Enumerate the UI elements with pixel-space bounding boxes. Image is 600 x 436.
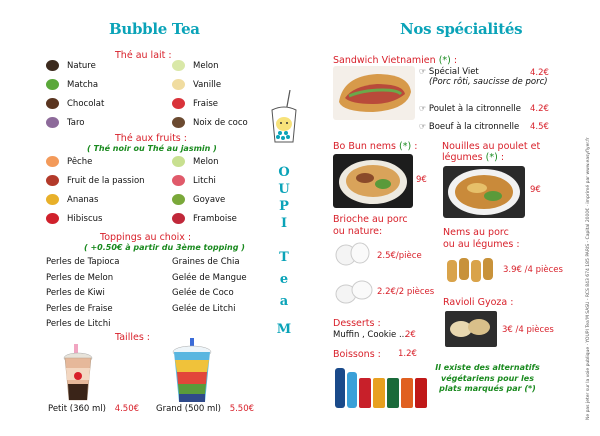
sandwich-item-3-price: 4.5€ [530,122,549,132]
passion-fruit-icon [46,175,59,186]
brand-letter-o: O [278,165,290,180]
sandwich-item-2: ☞ Poulet à la citronnelle [419,104,521,114]
list-item: Graines de Chia [172,257,240,267]
pointing-hand-icon: ☞ [419,122,427,131]
tailles-heading: Tailles : [115,332,150,343]
brioche-price-2: 2.2€/2 pièces [377,287,435,297]
small-size-price: 4.50€ [114,404,140,414]
list-item: Gelée de Mangue [172,272,247,283]
ravioli-price: 3€ /4 pièces [502,325,554,335]
list-item: Matcha [46,79,104,98]
small-cup-image [60,344,96,402]
bobun-image [333,154,413,208]
list-item: Chocolat [46,98,104,117]
list-item: Perles de Tapioca [46,257,120,267]
brand-letter-t: T [279,250,289,265]
list-item: Ananas [46,194,145,213]
brioche-image-1 [334,239,370,269]
brand-letter-e: e [279,272,289,287]
large-size-option [156,404,254,414]
boissons-price: 1.2€ [398,349,417,359]
list-item: Framboise [172,213,237,232]
guava-icon [172,194,185,205]
list-item: Litchi [172,175,237,194]
large-cup-image [170,338,214,404]
nems-image [443,254,499,284]
brand-letter-m: M [276,322,292,337]
lychee-icon [172,175,185,186]
brioche-price-1: 2.5€/pièce [377,251,422,261]
the-aux-fruits-subtitle: ( Thé noir ou Thé au jasmin ) [87,144,217,153]
brand-letter-u: U [278,182,290,197]
list-item: Fruit de la passion [46,175,145,194]
pineapple-icon [46,194,59,205]
taro-icon [46,117,59,128]
list-item: Pêche [46,156,145,175]
the-au-lait-col2 [172,60,248,136]
large-size-price: 5.50€ [229,404,255,414]
tea-leaves-icon [46,60,59,71]
toppings-heading: Toppings au choix : [100,232,192,243]
list-item: Gelée de Litchi [172,303,236,314]
list-item: Perles de Kiwi [46,288,105,298]
brioche-heading: Brioche au porc ou nature: [333,214,408,237]
list-item: Perles de Fraise [46,303,113,314]
bubble-tea-title: Bubble Tea [109,20,200,38]
list-item: Fraise [172,98,248,117]
sandwich-item-1-detail: (Porc rôti, saucisse de porc) [429,77,548,87]
list-item: Perles de Litchi [46,319,111,329]
legal-fine-print: Ne pas jeter sur la voie publique · YOUPI Tea'M SASU - RCS 843 674 185 PARIS - Capital 2000€ · imprimé par www.easyflyer.fr [586,137,591,420]
the-au-lait-heading: Thé au lait : [115,50,172,61]
bobun-heading: Bo Bun nems (*) : [333,141,418,152]
pointing-hand-icon: ☞ [419,67,427,76]
raspberry-icon [172,213,185,224]
the-aux-fruits-col2 [172,156,237,232]
nouilles-heading: Nouilles au poulet et légumes (*) : [442,141,541,163]
brand-logo [266,90,302,160]
brand-letter-p: P [279,199,289,214]
toppings-col1 [46,257,119,335]
list-item: Goyave [172,194,237,213]
chocolate-icon [46,98,59,109]
list-item: Gelée de Coco [172,288,234,298]
melon-icon [172,156,185,167]
the-aux-fruits-col1 [46,156,145,232]
nems-heading: Nems au porc ou au légumes : [443,227,520,250]
bobun-price: 9€ [416,175,427,185]
boissons-heading: Boissons : [333,349,381,360]
peach-icon [46,156,59,167]
nems-price: 3.9€ /4 pièces [503,265,563,275]
toppings-subtitle: ( +0.50€ à partir du 3ème topping ) [84,243,245,252]
specialites-title: Nos spécialités [400,20,523,38]
matcha-icon [46,79,59,90]
coconut-icon [172,117,185,128]
drinks-image [333,364,429,410]
melon-icon [172,60,185,71]
desserts-price: 2€ [405,330,416,340]
small-size-option [48,404,139,414]
desserts-heading: Desserts : [333,318,381,329]
hibiscus-icon [46,213,59,224]
sandwich-heading: Sandwich Vietnamien (*) : [333,55,458,66]
vanilla-icon [172,79,185,90]
brioche-image-2 [334,276,374,306]
toppings-col2 [172,257,247,319]
list-item: Taro [46,117,104,136]
strawberry-icon [172,98,185,109]
pointing-hand-icon: ☞ [419,104,427,113]
small-size-label: Petit (360 ml) [48,404,106,414]
large-size-label: Grand (500 ml) [156,404,221,414]
sandwich-item-1: ☞ Spécial Viet (Porc rôti, saucisse de porc) [419,67,548,87]
vegetarian-note: Il existe des alternatifs végétariens pour les plats marqués par (*) [435,363,540,393]
sandwich-image [333,66,415,120]
the-au-lait-col1 [46,60,104,136]
list-item: Perles de Melon [46,272,114,283]
list-item: Noix de coco [172,117,248,136]
sandwich-item-1-price: 4.2€ [530,68,549,78]
brand-letter-i: I [280,216,288,231]
the-aux-fruits-heading: Thé aux fruits : [115,133,187,144]
nouilles-image [443,166,525,218]
ravioli-image [445,311,497,347]
desserts-items: Muffin , Cookie ... [333,330,408,340]
list-item: Melon [172,60,248,79]
nouilles-price: 9€ [530,185,541,195]
ravioli-heading: Ravioli Gyoza : [443,297,514,308]
sandwich-item-2-price: 4.2€ [530,104,549,114]
list-item: Nature [46,60,104,79]
list-item: Melon [172,156,237,175]
list-item: Hibiscus [46,213,145,232]
brand-letter-a: a [279,294,289,309]
sandwich-item-3: ☞ Boeuf à la citronnelle [419,122,520,132]
list-item: Vanille [172,79,248,98]
